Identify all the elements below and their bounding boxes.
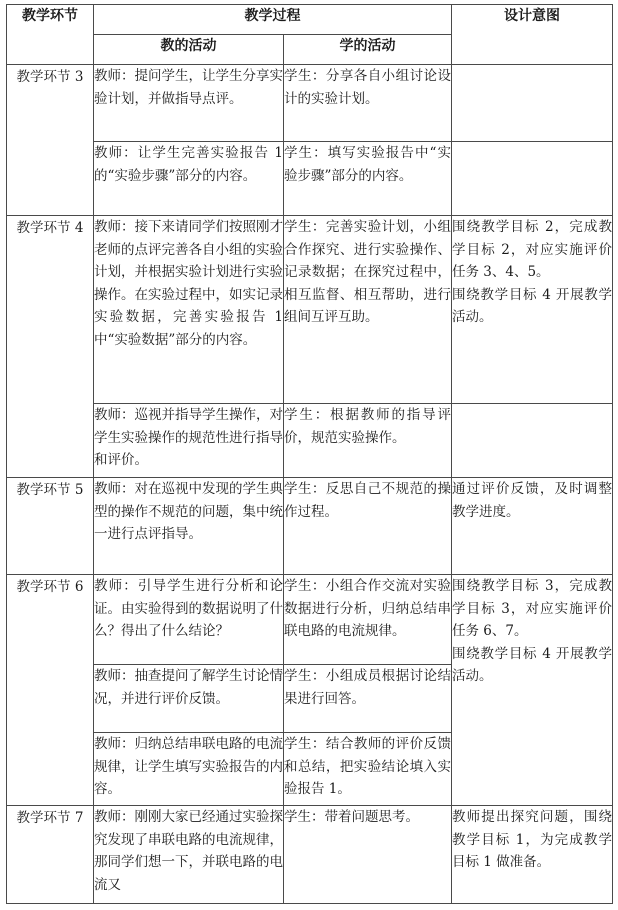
teacher-activity: 教师：提问学生，让学生分享实验计划，并做指导点评。 [94,65,284,142]
header-teacher-activity: 教的活动 [94,35,284,65]
design-intent [452,216,613,404]
teacher-activity: 教师：对在巡视中发现的学生典型的操作不规范的问题，集中统一进行点评指导。 [94,478,284,575]
table-row [7,216,613,404]
header-student-activity: 学的活动 [284,35,452,65]
student-activity: 学生：反思自己不规范的操作过程。 [284,478,452,575]
stage-name: 教学环节 4 [7,216,94,478]
table-row [7,65,613,142]
table-row [7,806,613,904]
stage-name: 教学环节 7 [7,806,94,904]
stage-name: 教学环节 6 [7,575,94,806]
header-design-intent: 设计意图 [452,5,613,65]
stage-name: 教学环节 5 [7,478,94,575]
table-row [7,478,613,575]
design-intent-line: 围绕教学目标 4 开展教学活动。 [452,286,612,325]
student-activity: 学生：结合教师的评价反馈和总结，把实验结论填入实验报告 1。 [284,733,452,806]
teacher-activity: 教师：接下来请同学们按照刚才老师的点评完善各自小组的实验计划，并根据实验计划进行实验操作。在实验过程中，如实记录实验数据，完善实验报告 1 中“实验数据”部分的内容。 [94,216,284,404]
design-intent-line: 围绕教学目标 4 开展教学活动。 [452,645,612,684]
header-process: 教学过程 [94,5,452,35]
teacher-activity: 教师：归纳总结串联电路的电流规律，让学生填写实验报告的内容。 [94,733,284,806]
stage-name: 教学环节 3 [7,65,94,216]
teacher-activity: 教师：巡视并指导学生操作，对学生实验操作的规范性进行指导和评价。 [94,404,284,478]
teacher-activity: 教师：刚刚大家已经通过实验探究发现了串联电路的电流规律，那同学们想一下，并联电路的电流又 [94,806,284,904]
student-activity: 学生：分享各自小组讨论设计的实验计划。 [284,65,452,142]
student-activity: 学生：填写实验报告中“实验步骤”部分的内容。 [284,142,452,216]
teacher-activity: 教师：引导学生进行分析和论证。由实验得到的数据说明了什么？得出了什么结论？ [94,575,284,665]
table-row [7,575,613,665]
design-intent-line: 围绕教学目标 2，完成教学目标 2，对应实施评价任务 3、4、5。 [452,219,612,280]
teacher-activity: 教师：让学生完善实验报告 1 的“实验步骤”部分的内容。 [94,142,284,216]
design-intent [452,65,613,142]
teacher-activity: 教师：抽查提问了解学生讨论情况，并进行评价反馈。 [94,665,284,733]
design-intent [452,575,613,806]
student-activity: 学生：小组合作交流对实验数据进行分析，归纳总结串联电路的电流规律。 [284,575,452,665]
design-intent [452,142,613,216]
student-activity: 学生：根据教师的指导评价，规范实验操作。 [284,404,452,478]
design-intent: 教师提出探究问题，围绕教学目标 1，为完成教学目标 1 做准备。 [452,806,613,904]
student-activity: 学生：小组成员根据讨论结果进行回答。 [284,665,452,733]
student-activity: 学生：带着问题思考。 [284,806,452,904]
lesson-plan-table [6,4,613,904]
header-stage: 教学环节 [7,5,94,65]
table-row [7,404,613,478]
design-intent [452,404,613,478]
table-row [7,142,613,216]
design-intent-line: 围绕教学目标 3，完成教学目标 3，对应实施评价任务 6、7。 [452,578,612,639]
design-intent: 通过评价反馈，及时调整教学进度。 [452,478,613,575]
student-activity: 学生：完善实验计划，小组合作探究、进行实验操作、记录数据；在探究过程中，相互监督、相互帮助，进行组间互评互助。 [284,216,452,404]
